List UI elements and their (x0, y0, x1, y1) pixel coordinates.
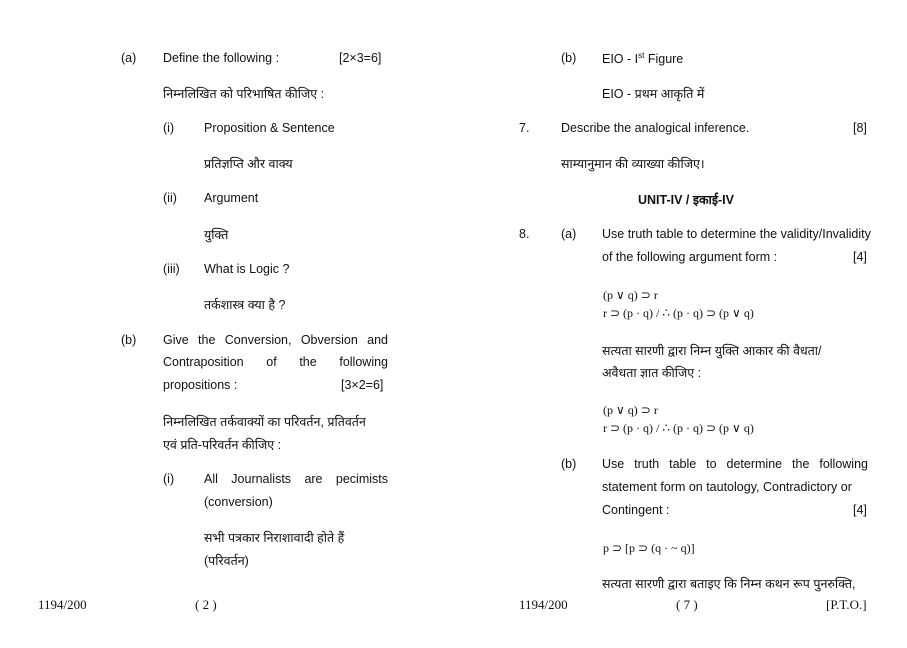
q8-b-label: (b) (561, 457, 577, 471)
item-i-hindi: प्रतिज्ञप्ति और वाक्य (204, 157, 293, 171)
q-b-line2: Contraposition of the following (163, 355, 388, 369)
q7-hindi: साम्यानुमान की व्याख्या कीजिए। (561, 157, 705, 171)
formula-2: r ⊃ (p · q) / ∴ (p · q) ⊃ (p ∨ q) (603, 306, 754, 320)
q8-b-line2: statement form on tautology, Contradictory or (602, 480, 852, 494)
q8-b-line3: Contingent : (602, 503, 670, 517)
q-b-text-end: Figure (644, 52, 684, 67)
item-bi-label: (i) (163, 472, 175, 486)
q8-b-marks: [4] (853, 503, 867, 517)
q-b-label: (b) (121, 333, 137, 347)
q8-a-label: (a) (561, 227, 577, 241)
pto-label: [P.T.O.] (826, 597, 867, 612)
item-iii-label: (iii) (163, 262, 180, 276)
q-b-label: (b) (561, 51, 577, 65)
item-iii-hindi: तर्कशास्त्र क्या है ? (204, 298, 286, 312)
q8-b-hindi: सत्यता सारणी द्वारा बताइए कि निम्न कथन रूप पुनरुक्ति, (602, 577, 856, 591)
q7-number: 7. (519, 121, 530, 135)
q-b-marks: [3×2=6] (341, 378, 384, 392)
q-b-sup: st (638, 51, 645, 60)
formula-1: (p ∨ q) ⊃ r (603, 288, 658, 302)
q-b-hindi1: निम्नलिखित तर्कवाक्यों का परिवर्तन, प्रतिवर्तन (163, 415, 366, 429)
q8-a-line2: of the following argument form : (602, 250, 778, 264)
item-i-label: (i) (163, 121, 175, 135)
paper-code: 1194/200 (519, 597, 568, 612)
item-ii-text: Argument (204, 191, 259, 205)
item-iii-text: What is Logic ? (204, 262, 290, 276)
q-b-text (602, 51, 683, 66)
q7-marks: [8] (853, 121, 867, 135)
q-b-hindi: EIO - प्रथम आकृति में (602, 87, 705, 101)
item-ii-hindi: युक्ति (204, 228, 229, 242)
q8-number: 8. (519, 227, 530, 241)
paper-code: 1194/200 (38, 597, 87, 612)
item-ii-label: (ii) (163, 191, 177, 205)
formula-4: r ⊃ (p · q) / ∴ (p · q) ⊃ (p ∨ q) (603, 421, 754, 435)
q8-a-hindi2: अवैधता ज्ञात कीजिए : (602, 366, 702, 380)
q-b-line1: Give the Conversion, Obversion and (163, 333, 388, 347)
item-bi-line1: All Journalists are pecimists (204, 472, 388, 486)
q8-b-line1: Use truth table to determine the following (602, 457, 868, 471)
page-number: ( 7 ) (676, 597, 698, 612)
q8-a-hindi1: सत्यता सारणी द्वारा निम्न युक्ति आकार की वैधता/ (602, 344, 822, 358)
unit-heading: UNIT-IV / इकाई-IV (638, 193, 734, 207)
q-b-hindi2: एवं प्रति-परिवर्तन कीजिए : (163, 438, 282, 452)
q8-a-marks: [4] (853, 250, 867, 264)
q-a-hindi: निम्नलिखित को परिभाषित कीजिए : (163, 87, 325, 101)
q7-text: Describe the analogical inference. (561, 121, 750, 135)
page-number: ( 2 ) (195, 597, 217, 612)
item-i-text: Proposition & Sentence (204, 121, 335, 135)
formula-5: p ⊃ [p ⊃ (q · ~ q)] (603, 541, 695, 555)
item-bi-hindi1: सभी पत्रकार निराशावादी होते हैं (204, 531, 345, 545)
q-a-label: (a) (121, 51, 137, 65)
q-b-line3: propositions : (163, 378, 238, 392)
q-b-text-main: EIO - I (602, 52, 639, 67)
formula-3: (p ∨ q) ⊃ r (603, 403, 658, 417)
q-a-marks: [2×3=6] (339, 51, 382, 65)
q8-a-line1: Use truth table to determine the validity/Invalidity (602, 227, 871, 241)
item-bi-hindi2: (परिवर्तन) (204, 554, 249, 568)
q-a-text: Define the following : (163, 51, 280, 65)
item-bi-line2: (conversion) (204, 495, 273, 509)
